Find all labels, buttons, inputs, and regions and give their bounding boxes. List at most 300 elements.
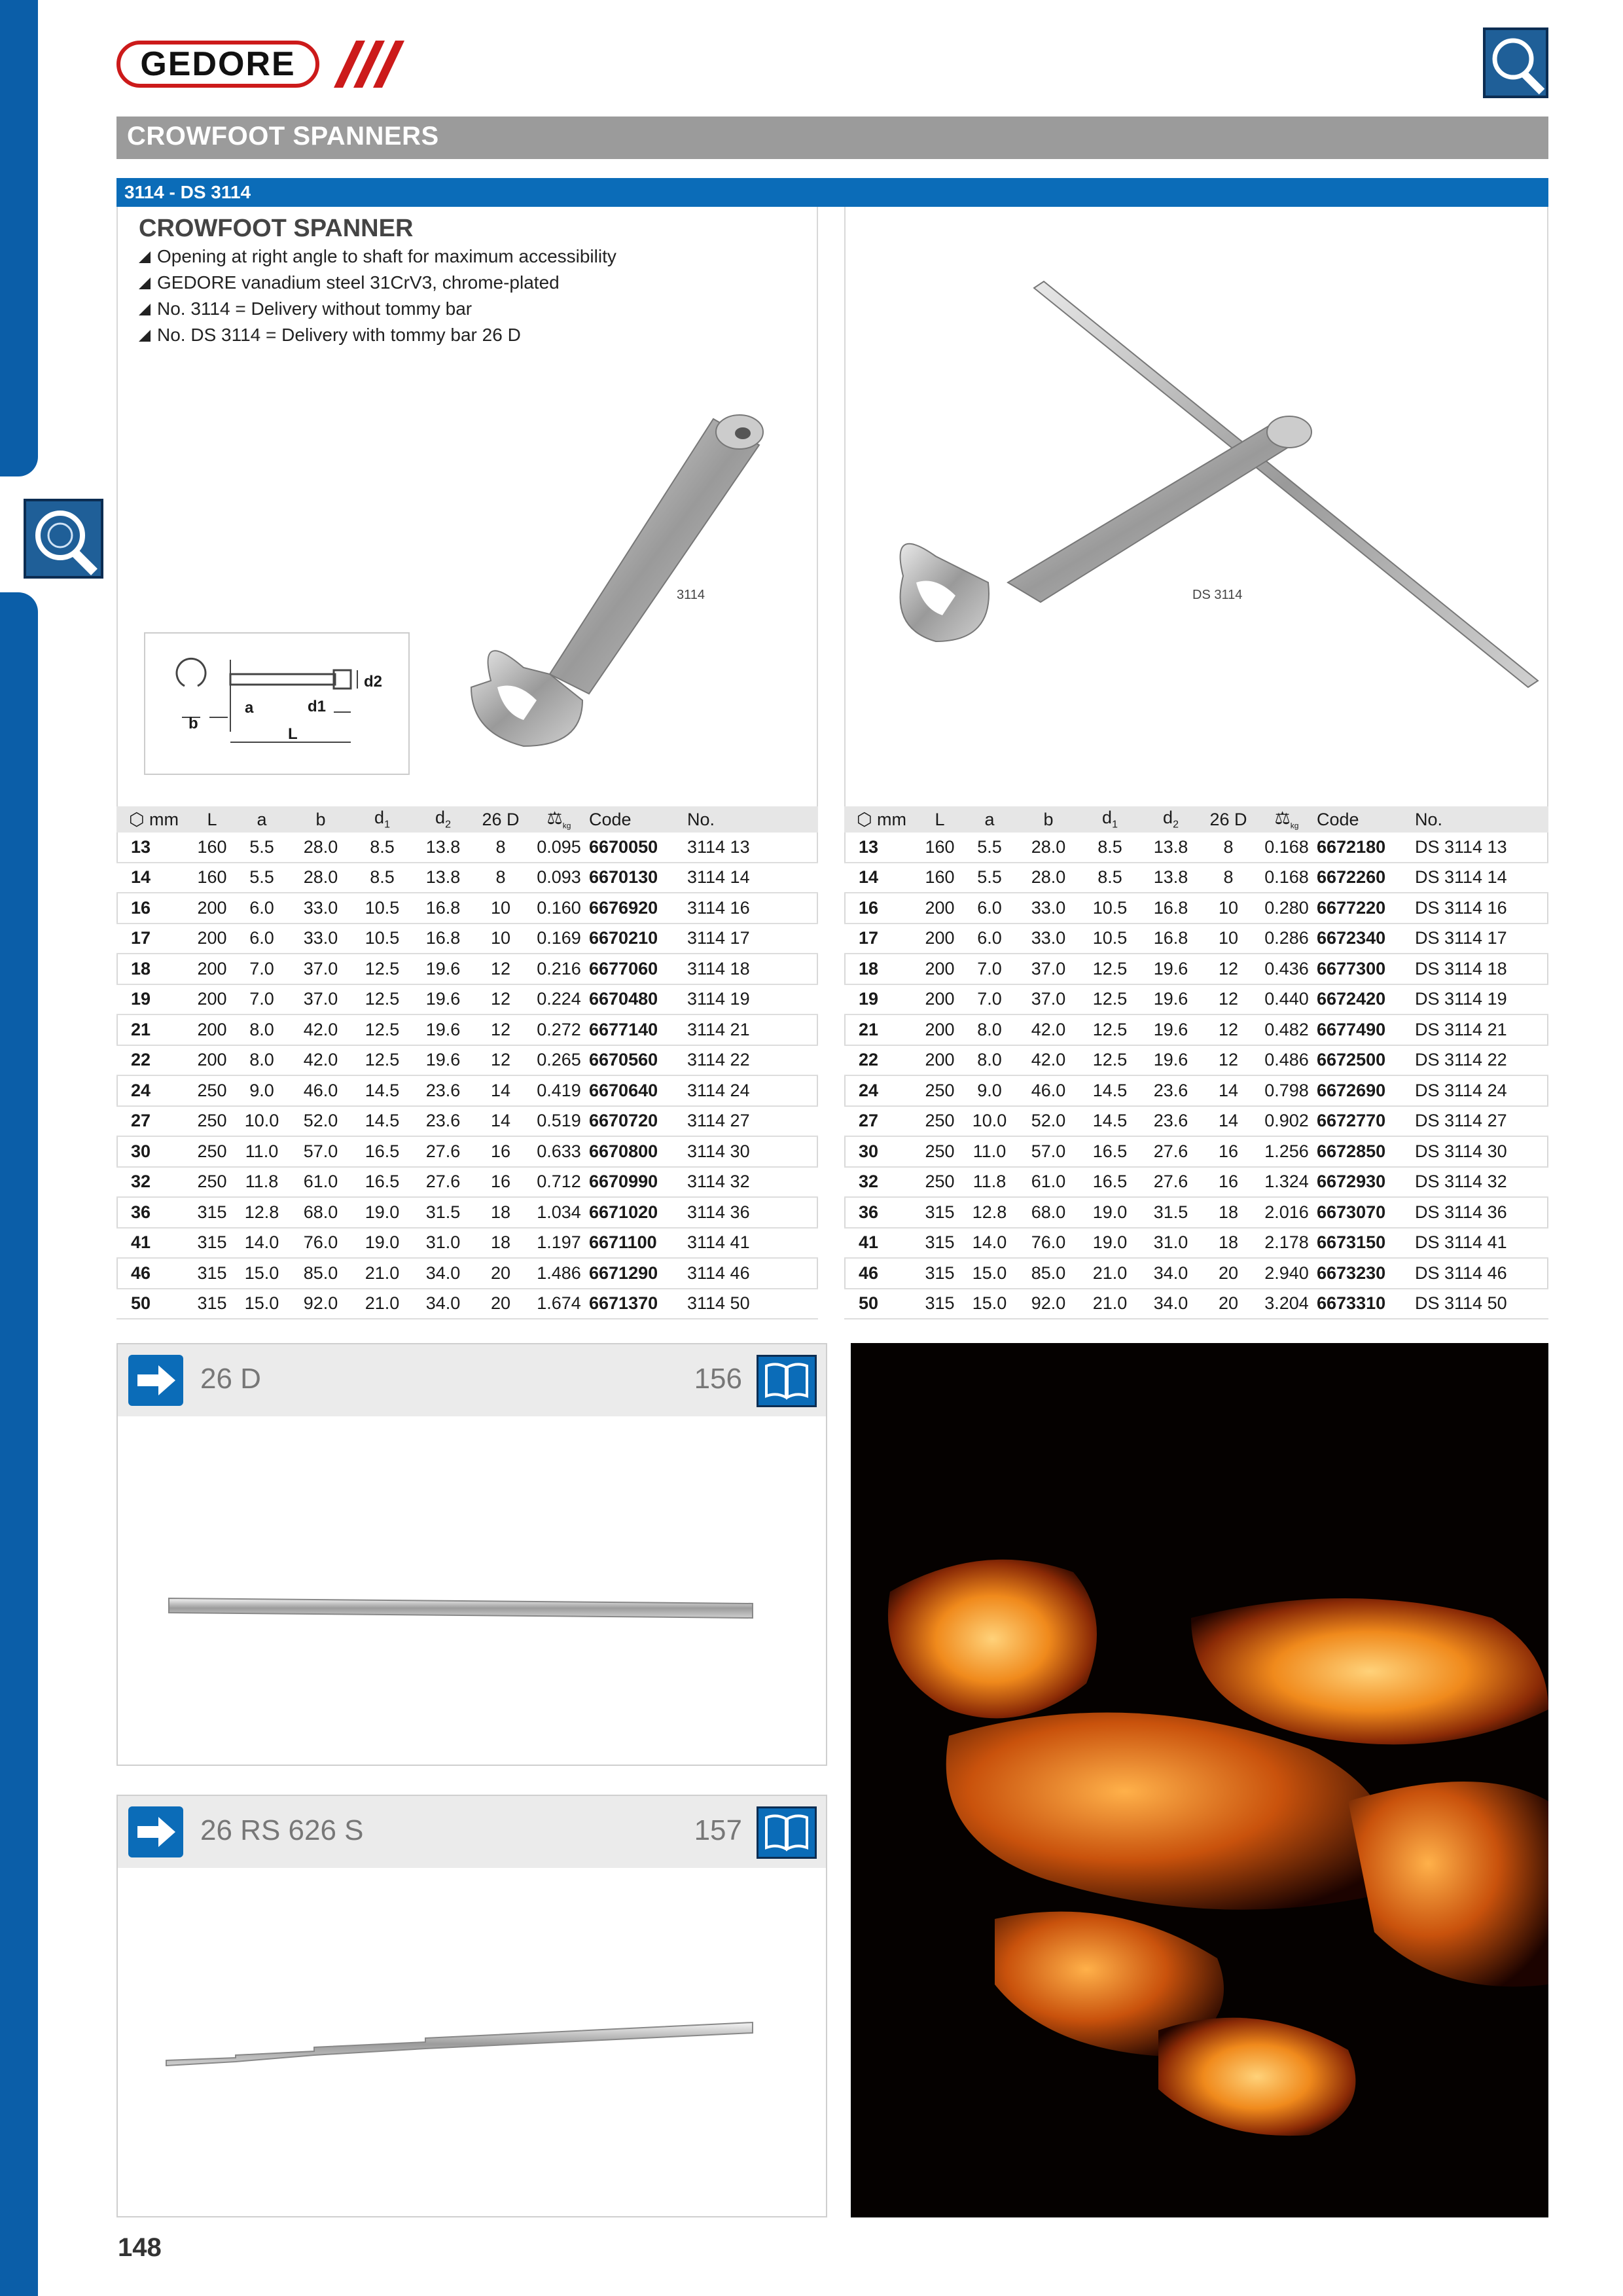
table-cell: 200 — [919, 1014, 961, 1045]
table-cell: 315 — [191, 1258, 233, 1289]
table-cell: 6671100 — [589, 1228, 687, 1259]
col-header-size: ⬡ mm — [856, 809, 907, 829]
table-cell: 10.5 — [1079, 924, 1141, 954]
table-cell: 33.0 — [1018, 893, 1079, 924]
table-cell: 24 — [116, 1075, 191, 1106]
table-cell: 19.6 — [1141, 1014, 1200, 1045]
col-header-no: No. — [687, 809, 715, 829]
table-cell: 14.5 — [351, 1075, 414, 1106]
table-cell: 16 — [844, 893, 919, 924]
table-cell: 10 — [1200, 924, 1257, 954]
tommy-bar-26rs626s-image — [164, 2005, 792, 2071]
table-cell: 23.6 — [414, 1075, 473, 1106]
table-cell: 68.0 — [291, 1197, 351, 1228]
table-cell: 8 — [1200, 833, 1257, 863]
table-cell: 19.6 — [414, 1045, 473, 1076]
table-cell: 6672770 — [1317, 1106, 1415, 1137]
table-cell: 6672180 — [1317, 833, 1415, 863]
weight-scale-icon: ⚖ — [546, 808, 563, 829]
table-cell: 37.0 — [291, 954, 351, 984]
spec-table-ds3114 — [844, 806, 1548, 1319]
crossref-box-26d[interactable] — [116, 1343, 827, 1766]
table-cell: 8.5 — [1079, 863, 1141, 893]
table-cell: 6670640 — [589, 1075, 687, 1106]
table-cell: 8.0 — [233, 1014, 291, 1045]
table-cell: 7.0 — [233, 954, 291, 984]
table-cell: 23.6 — [414, 1106, 473, 1137]
table-cell: 200 — [919, 924, 961, 954]
table-cell: 37.0 — [1018, 984, 1079, 1015]
table-cell: 6670800 — [589, 1136, 687, 1167]
table-cell: 15.0 — [961, 1289, 1018, 1319]
table-cell: 17 — [116, 924, 191, 954]
table-cell: 52.0 — [1018, 1106, 1079, 1137]
table-row — [116, 1197, 818, 1228]
table-cell: 18 — [1200, 1197, 1257, 1228]
col-header-size: ⬡ mm — [128, 809, 179, 829]
table-cell: 15.0 — [233, 1258, 291, 1289]
table-cell: 57.0 — [1018, 1136, 1079, 1167]
table-row — [844, 1167, 1548, 1198]
table-row — [844, 863, 1548, 893]
crossref-page: 156 — [694, 1363, 742, 1395]
table-cell: 0.095 — [529, 833, 589, 863]
table-cell: 18 — [473, 1228, 529, 1259]
table-cell: 12 — [1200, 984, 1257, 1015]
table-cell: 76.0 — [1018, 1228, 1079, 1259]
table-cell: 32 — [844, 1167, 919, 1198]
table-cell: 21.0 — [1079, 1258, 1141, 1289]
table-cell: 12.5 — [351, 1014, 414, 1045]
col-header-L: L — [207, 809, 217, 829]
table-cell: 19.6 — [414, 984, 473, 1015]
table-cell: 61.0 — [291, 1167, 351, 1198]
table-cell: 3114 14 — [687, 863, 818, 893]
table-cell: DS 3114 16 — [1415, 893, 1548, 924]
table-cell: 1.256 — [1257, 1136, 1317, 1167]
table-cell: 1.197 — [529, 1228, 589, 1259]
table-cell: 11.8 — [961, 1167, 1018, 1198]
arrow-right-icon[interactable] — [128, 1355, 183, 1406]
table-cell: 6672260 — [1317, 863, 1415, 893]
table-cell: 21.0 — [351, 1289, 414, 1319]
table-cell: 14.0 — [233, 1228, 291, 1259]
table-cell: 16.8 — [1141, 893, 1200, 924]
crossref-item: 26 D — [200, 1363, 261, 1395]
table-cell: 37.0 — [291, 984, 351, 1015]
table-cell: 6672690 — [1317, 1075, 1415, 1106]
col-header-a: a — [257, 809, 267, 829]
table-cell: 36 — [116, 1197, 191, 1228]
table-cell: 1.034 — [529, 1197, 589, 1228]
table-row — [844, 954, 1548, 984]
table-cell: 250 — [191, 1136, 233, 1167]
table-cell: 0.633 — [529, 1136, 589, 1167]
table-cell: 19.6 — [1141, 984, 1200, 1015]
table-cell: 6672340 — [1317, 924, 1415, 954]
table-row — [844, 1289, 1548, 1319]
table-row — [116, 1075, 818, 1106]
table-cell: 20 — [1200, 1258, 1257, 1289]
table-cell: 1.324 — [1257, 1167, 1317, 1198]
crowfoot-spanner-3114-image — [452, 393, 792, 759]
table-cell: 20 — [1200, 1289, 1257, 1319]
hex-size-icon: ⬡ — [128, 809, 145, 829]
image-caption-3114: 3114 — [677, 588, 705, 602]
table-cell: 23.6 — [1141, 1075, 1200, 1106]
col-header-weight: $⚖_{kg}$ — [546, 808, 571, 831]
table-cell: 16 — [473, 1136, 529, 1167]
table-cell: 14 — [473, 1075, 529, 1106]
ring-spanner-category-icon-top[interactable] — [1483, 27, 1548, 98]
table-cell: 3114 19 — [687, 984, 818, 1015]
table-cell: 19.0 — [1079, 1197, 1141, 1228]
table-cell: 12 — [473, 1014, 529, 1045]
table-row — [116, 1167, 818, 1198]
table-cell: 12 — [1200, 954, 1257, 984]
table-cell: 46 — [116, 1258, 191, 1289]
table-cell: 1.674 — [529, 1289, 589, 1319]
table-cell: 3114 17 — [687, 924, 818, 954]
table-cell: 27.6 — [1141, 1167, 1200, 1198]
table-cell: 10.0 — [961, 1106, 1018, 1137]
table-cell: 10.5 — [351, 924, 414, 954]
table-cell: 19.6 — [1141, 1045, 1200, 1076]
table-cell: 16.5 — [351, 1136, 414, 1167]
table-cell: 50 — [844, 1289, 919, 1319]
table-cell: 8.5 — [1079, 833, 1141, 863]
table-cell: 8.0 — [961, 1014, 1018, 1045]
table-cell: DS 3114 18 — [1415, 954, 1548, 984]
table-cell: 6676920 — [589, 893, 687, 924]
table-cell: 12.8 — [961, 1197, 1018, 1228]
table-cell: 61.0 — [1018, 1167, 1079, 1198]
table-cell: 19 — [844, 984, 919, 1015]
logo-stripes-icon — [327, 41, 412, 88]
table-cell: 6677300 — [1317, 954, 1415, 984]
table-cell: 21.0 — [1079, 1289, 1141, 1319]
table-cell: 10.5 — [1079, 893, 1141, 924]
table-cell: 0.902 — [1257, 1106, 1317, 1137]
table-cell: DS 3114 27 — [1415, 1106, 1548, 1137]
table-row — [116, 863, 818, 893]
table-cell: 200 — [919, 984, 961, 1015]
table-cell: 16.8 — [1141, 924, 1200, 954]
table-cell: 15.0 — [961, 1258, 1018, 1289]
table-cell: 3114 13 — [687, 833, 818, 863]
table-cell: 34.0 — [1141, 1289, 1200, 1319]
table-cell: 7.0 — [961, 984, 1018, 1015]
feature-item: No. 3114 = Delivery without tommy bar — [157, 298, 473, 319]
table-cell: 24 — [844, 1075, 919, 1106]
table-cell: 6670130 — [589, 863, 687, 893]
table-cell: 31.5 — [414, 1197, 473, 1228]
table-cell: 6670480 — [589, 984, 687, 1015]
table-cell: 160 — [191, 833, 233, 863]
table-row — [116, 1228, 818, 1259]
table-cell: 19.6 — [414, 954, 473, 984]
table-cell: 16 — [1200, 1167, 1257, 1198]
table-cell: 42.0 — [1018, 1045, 1079, 1076]
table-cell: DS 3114 32 — [1415, 1167, 1548, 1198]
table-cell: 12.5 — [1079, 954, 1141, 984]
table-cell: 33.0 — [291, 924, 351, 954]
table-cell: 250 — [919, 1167, 961, 1198]
table-cell: 315 — [191, 1289, 233, 1319]
table-cell: 10 — [473, 924, 529, 954]
table-cell: 12 — [473, 1045, 529, 1076]
dim-label-d2: d2 — [364, 673, 383, 691]
table-cell: 28.0 — [291, 863, 351, 893]
table-cell: 27.6 — [414, 1167, 473, 1198]
table-cell: 2.016 — [1257, 1197, 1317, 1228]
table-cell: 5.5 — [233, 863, 291, 893]
table-cell: 28.0 — [1018, 863, 1079, 893]
table-cell: 27 — [116, 1106, 191, 1137]
table-cell: 16.8 — [414, 893, 473, 924]
table-cell: 16.5 — [1079, 1136, 1141, 1167]
table-cell: 160 — [919, 833, 961, 863]
col-header-tommy: 26 D — [1209, 809, 1247, 829]
table-cell: 7.0 — [961, 954, 1018, 984]
crossref-item: 26 RS 626 S — [200, 1814, 364, 1846]
weight-scale-icon: ⚖ — [1274, 808, 1291, 829]
book-icon[interactable] — [757, 1355, 817, 1407]
table-cell: 12 — [1200, 1014, 1257, 1045]
table-cell: 0.436 — [1257, 954, 1317, 984]
table-cell: 2.178 — [1257, 1228, 1317, 1259]
table-cell: 14.5 — [351, 1106, 414, 1137]
table-cell: 200 — [191, 954, 233, 984]
table-cell: 11.8 — [233, 1167, 291, 1198]
table-cell: 21.0 — [351, 1258, 414, 1289]
side-tab-top — [0, 0, 38, 476]
table-row — [116, 893, 818, 924]
table-cell: 6671290 — [589, 1258, 687, 1289]
table-row — [116, 1045, 818, 1076]
table-cell: 3114 50 — [687, 1289, 818, 1319]
table-cell: 13 — [844, 833, 919, 863]
table-cell: 14 — [116, 863, 191, 893]
table-cell: 250 — [191, 1106, 233, 1137]
table-cell: 6670050 — [589, 833, 687, 863]
table-cell: 6.0 — [233, 924, 291, 954]
table-cell: 10 — [473, 893, 529, 924]
table-cell: 200 — [191, 924, 233, 954]
col-header-code: Code — [1317, 809, 1359, 829]
table-cell: 36 — [844, 1197, 919, 1228]
table-cell: 19.6 — [414, 1014, 473, 1045]
table-cell: 6.0 — [233, 893, 291, 924]
table-row — [844, 984, 1548, 1015]
table-cell: 13.8 — [414, 863, 473, 893]
table-cell: 3114 41 — [687, 1228, 818, 1259]
table-row — [116, 954, 818, 984]
table-cell: 32 — [116, 1167, 191, 1198]
table-cell: 11.0 — [961, 1136, 1018, 1167]
table-cell: DS 3114 19 — [1415, 984, 1548, 1015]
table-cell: 250 — [919, 1106, 961, 1137]
table-cell: DS 3114 17 — [1415, 924, 1548, 954]
book-icon[interactable] — [757, 1806, 817, 1859]
arrow-right-icon[interactable] — [128, 1806, 183, 1857]
table-cell: 14.0 — [961, 1228, 1018, 1259]
crossref-box-26rs626s[interactable] — [116, 1795, 827, 2217]
image-caption-ds3114: DS 3114 — [1192, 588, 1243, 602]
table-cell: 16 — [1200, 1136, 1257, 1167]
table-cell: 6673230 — [1317, 1258, 1415, 1289]
table-cell: 12 — [1200, 1045, 1257, 1076]
ring-spanner-category-icon[interactable] — [24, 499, 103, 579]
table-cell: 10.0 — [233, 1106, 291, 1137]
feature-item: Opening at right angle to shaft for maximum accessibility — [157, 246, 616, 266]
table-cell: 0.798 — [1257, 1075, 1317, 1106]
table-cell: 16 — [473, 1167, 529, 1198]
table-cell: 76.0 — [291, 1228, 351, 1259]
table-row — [844, 1228, 1548, 1259]
table-cell: 20 — [473, 1258, 529, 1289]
article-bar: 3114 - DS 3114 — [116, 178, 1548, 207]
table-cell: 12.5 — [1079, 984, 1141, 1015]
table-cell: 19.0 — [351, 1228, 414, 1259]
table-cell: 68.0 — [1018, 1197, 1079, 1228]
table-cell: 8.5 — [351, 863, 414, 893]
table-cell: 16 — [116, 893, 191, 924]
table-cell: 12.5 — [351, 984, 414, 1015]
col-header-d1: $d_1$ — [1102, 808, 1118, 831]
table-cell: DS 3114 36 — [1415, 1197, 1548, 1228]
table-cell: 1.486 — [529, 1258, 589, 1289]
crowfoot-spanner-ds3114-image — [877, 275, 1551, 694]
table-cell: 3114 21 — [687, 1014, 818, 1045]
table-cell: 8 — [473, 833, 529, 863]
table-cell: 6677220 — [1317, 893, 1415, 924]
table-cell: 14 — [473, 1106, 529, 1137]
table-cell: DS 3114 46 — [1415, 1258, 1548, 1289]
table-cell: 5.5 — [961, 833, 1018, 863]
feature-item: GEDORE vanadium steel 31CrV3, chrome-plated — [157, 272, 560, 293]
table-cell: 14 — [844, 863, 919, 893]
table-row — [844, 1106, 1548, 1137]
table-row — [116, 1289, 818, 1319]
table-cell: 0.272 — [529, 1014, 589, 1045]
table-cell: 22 — [116, 1045, 191, 1076]
table-row — [844, 924, 1548, 954]
table-cell: 46 — [844, 1258, 919, 1289]
col-header-L: L — [935, 809, 945, 829]
table-cell: 3114 46 — [687, 1258, 818, 1289]
table-cell: 12.5 — [351, 954, 414, 984]
table-cell: 18 — [1200, 1228, 1257, 1259]
col-header-d1: $d_1$ — [374, 808, 390, 831]
table-cell: 21 — [116, 1014, 191, 1045]
table-cell: 18 — [116, 954, 191, 984]
dimension-diagram — [144, 632, 410, 775]
table-cell: 0.168 — [1257, 833, 1317, 863]
hex-size-icon: ⬡ — [856, 809, 872, 829]
table-row — [844, 1045, 1548, 1076]
table-cell: 200 — [919, 954, 961, 984]
table-cell: 18 — [844, 954, 919, 984]
table-cell: 0.486 — [1257, 1045, 1317, 1076]
table-cell: 12.5 — [1079, 1045, 1141, 1076]
table-cell: 6670720 — [589, 1106, 687, 1137]
table-cell: 16.5 — [1079, 1167, 1141, 1198]
table-cell: 0.224 — [529, 984, 589, 1015]
table-cell: DS 3114 41 — [1415, 1228, 1548, 1259]
table-row — [844, 833, 1548, 863]
dim-label-d1: d1 — [308, 698, 327, 715]
table-row — [844, 893, 1548, 924]
tommy-bar-26d-image — [164, 1587, 779, 1626]
table-cell: 33.0 — [291, 893, 351, 924]
col-header-b: b — [315, 809, 326, 829]
product-title: CROWFOOT SPANNER — [139, 215, 414, 242]
table-cell: 6672850 — [1317, 1136, 1415, 1167]
table-cell: 42.0 — [291, 1014, 351, 1045]
table-cell: 6672500 — [1317, 1045, 1415, 1076]
forging-photo — [851, 1343, 1548, 2217]
table-cell: 315 — [919, 1258, 961, 1289]
table-cell: DS 3114 13 — [1415, 833, 1548, 863]
table-cell: 3114 32 — [687, 1167, 818, 1198]
table-cell: 31.0 — [1141, 1228, 1200, 1259]
table-cell: 92.0 — [291, 1289, 351, 1319]
table-cell: 16.8 — [414, 924, 473, 954]
table-cell: 30 — [844, 1136, 919, 1167]
table-cell: 0.265 — [529, 1045, 589, 1076]
table-cell: 57.0 — [291, 1136, 351, 1167]
table-row — [844, 1075, 1548, 1106]
table-cell: 92.0 — [1018, 1289, 1079, 1319]
table-cell: 315 — [919, 1197, 961, 1228]
table-cell: 27 — [844, 1106, 919, 1137]
table-cell: 315 — [191, 1197, 233, 1228]
table-cell: 250 — [191, 1075, 233, 1106]
table-cell: 28.0 — [291, 833, 351, 863]
table-cell: 28.0 — [1018, 833, 1079, 863]
table-row — [844, 1136, 1548, 1167]
table-cell: 160 — [919, 863, 961, 893]
table-cell: 14.5 — [1079, 1075, 1141, 1106]
table-cell: 8 — [1200, 863, 1257, 893]
table-cell: 12.5 — [351, 1045, 414, 1076]
table-cell: 315 — [919, 1228, 961, 1259]
table-row — [116, 1106, 818, 1137]
col-header-d2: $d_2$ — [435, 808, 451, 831]
table-cell: 19.0 — [351, 1197, 414, 1228]
table-cell: 0.168 — [1257, 863, 1317, 893]
table-cell: DS 3114 21 — [1415, 1014, 1548, 1045]
table-cell: 12 — [473, 984, 529, 1015]
col-header-tommy: 26 D — [482, 809, 520, 829]
feature-item: No. DS 3114 = Delivery with tommy bar 26 D — [157, 325, 521, 345]
table-cell: 3114 27 — [687, 1106, 818, 1137]
table-cell: 0.519 — [529, 1106, 589, 1137]
table-cell: 85.0 — [291, 1258, 351, 1289]
dim-label-a: a — [245, 699, 254, 717]
table-cell: DS 3114 30 — [1415, 1136, 1548, 1167]
table-cell: 200 — [919, 893, 961, 924]
table-cell: DS 3114 14 — [1415, 863, 1548, 893]
table-cell: 9.0 — [233, 1075, 291, 1106]
table-cell: 8 — [473, 863, 529, 893]
table-row — [116, 833, 818, 863]
table-cell: DS 3114 24 — [1415, 1075, 1548, 1106]
table-row — [844, 1014, 1548, 1045]
col-header-code: Code — [589, 809, 632, 829]
table-cell: 34.0 — [414, 1258, 473, 1289]
